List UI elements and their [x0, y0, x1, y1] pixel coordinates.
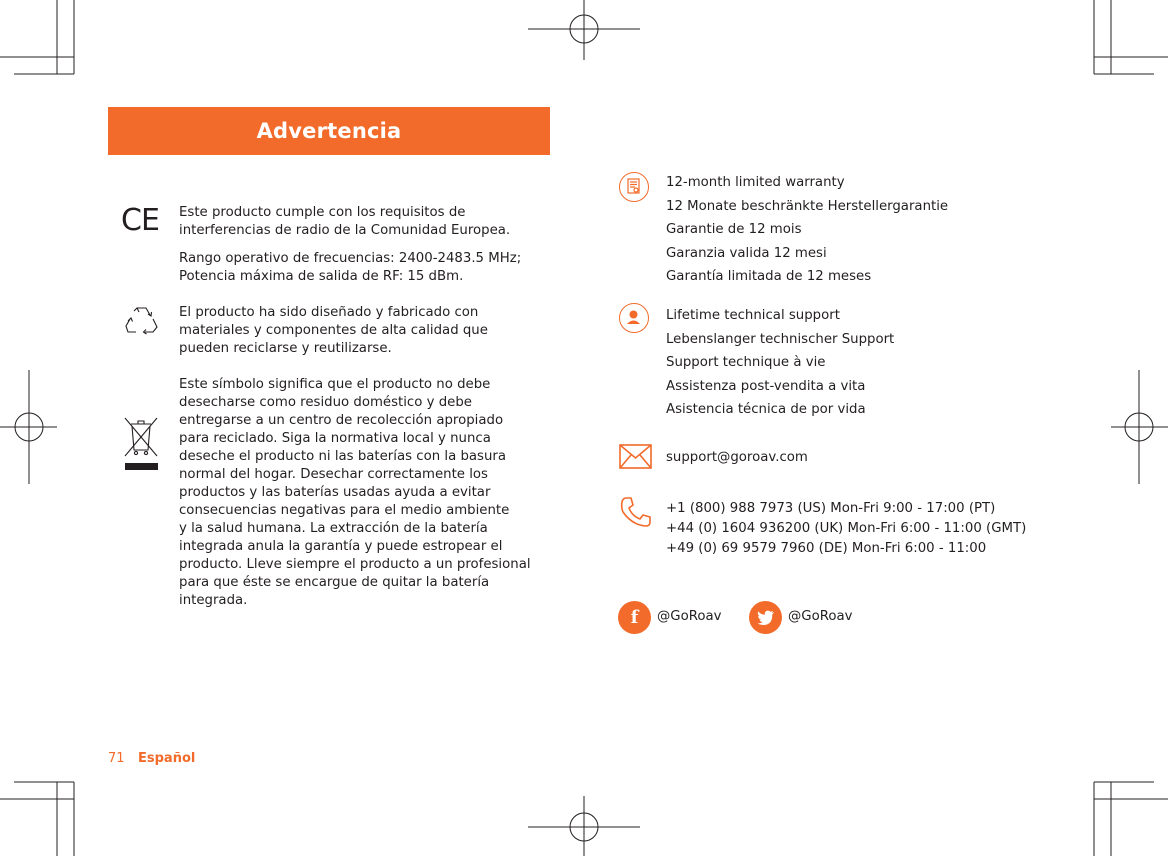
- ce-mark-icon: CE: [121, 203, 159, 238]
- weee-paragraph: Este símbolo significa que el producto no debe desecharse como residuo doméstico y debe entregarse a un centro de recolección apropiado para reciclado. Siga la normativa local y nunca deseche el producto ni las baterías con la basura normal del hogar. Desechar correctamente los productos y las baterías usadas ayuda a evitar consecuencias negativas para el medio ambiente y la salud humana. La extracción de la batería integrada anula la garantía y puede estropear el producto. Lleve siempre el producto a un profesional para que éste se encargue de quitar la batería integrada.: [179, 377, 531, 608]
- page-title: Advertencia: [256, 119, 402, 143]
- recycle-paragraph: El producto ha sido diseñado y fabricado con materiales y componentes de alta calidad que pueden reciclarse y reutilizarse.: [179, 305, 488, 356]
- support-email-link[interactable]: support@goroav.com: [666, 450, 808, 465]
- twitter-icon[interactable]: [749, 601, 782, 634]
- twitter-handle[interactable]: @GoRoav: [788, 609, 853, 624]
- crossed-bin-icon: [119, 414, 163, 474]
- phone-uk[interactable]: +44 (0) 1604 936200 (UK) Mon-Fri 6:00 - 11:00 (GMT): [666, 521, 1027, 536]
- certificate-icon: [619, 172, 649, 202]
- warranty-line-de: 12 Monate beschränkte Herstellergarantie: [666, 199, 949, 214]
- phone-us[interactable]: +1 (800) 988 7973 (US) Mon-Fri 9:00 - 17:00 (PT): [666, 501, 996, 516]
- warranty-line-es: Garantía limitada de 12 meses: [666, 269, 872, 284]
- recycle-icon: [124, 305, 159, 335]
- warranty-line-it: Garanzia valida 12 mesi: [666, 246, 827, 261]
- ce-paragraph-2: Rango operativo de frecuencias: 2400-2483.5 MHz; Potencia máxima de salida de RF: 15 dBm.: [179, 251, 522, 284]
- facebook-handle[interactable]: @GoRoav: [657, 609, 722, 624]
- support-line-en: Lifetime technical support: [666, 308, 840, 323]
- warranty-line-fr: Garantie de 12 mois: [666, 222, 802, 237]
- phone-de[interactable]: +49 (0) 69 9579 7960 (DE) Mon-Fri 6:00 - 11:00: [666, 541, 987, 556]
- ce-paragraph-1: Este producto cumple con los requisitos de interferencias de radio de la Comunidad Europea.: [179, 205, 511, 238]
- facebook-glyph: f: [630, 607, 639, 628]
- facebook-icon[interactable]: [618, 601, 651, 634]
- support-line-es: Asistencia técnica de por vida: [666, 402, 866, 417]
- person-icon: [619, 303, 649, 333]
- envelope-icon: [619, 444, 652, 469]
- page-number: 71: [108, 751, 125, 766]
- page-language: Español: [138, 751, 196, 766]
- warranty-line-en: 12-month limited warranty: [666, 175, 845, 190]
- phone-icon: [620, 496, 652, 528]
- support-line-fr: Support technique à vie: [666, 355, 826, 370]
- section-banner: [108, 107, 550, 155]
- support-line-it: Assistenza post-vendita a vita: [666, 379, 866, 394]
- support-line-de: Lebenslanger technischer Support: [666, 332, 895, 347]
